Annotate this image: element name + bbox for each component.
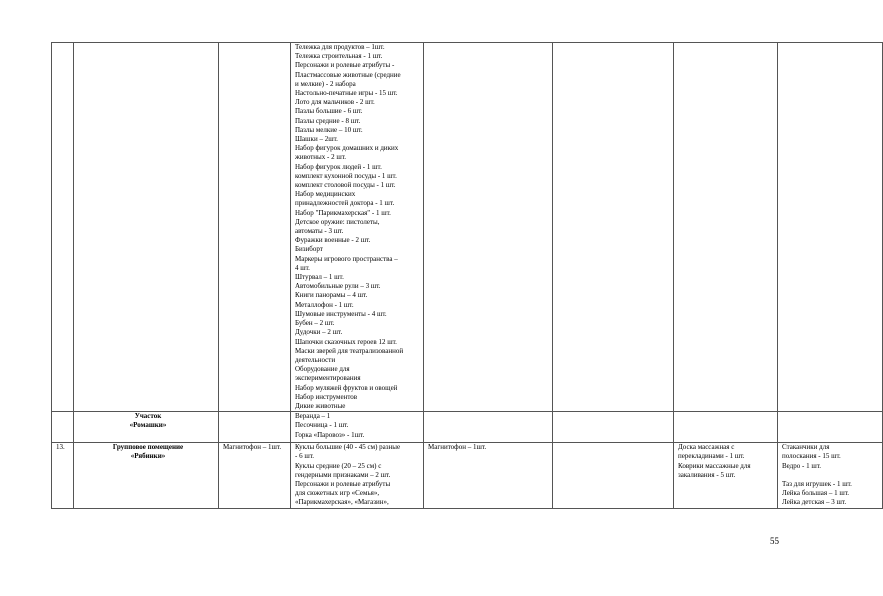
list-item: Набор медицинских <box>295 190 356 199</box>
page-number: 55 <box>770 536 779 546</box>
list-item: деятельности <box>295 355 336 364</box>
spacer <box>782 471 882 480</box>
cell-col3: Магнитофон – 1шт. <box>219 443 291 508</box>
list-item: Набор фигурок домашних и диких <box>295 144 399 153</box>
list-item: Персонажи и ролевые атрибуты <box>295 479 391 488</box>
list-item: животных - 2 шт. <box>295 153 347 162</box>
list-item: Пазлы большие - 6 шт. <box>295 107 363 116</box>
list-item: Пазлы средние - 8 шт. <box>295 116 361 125</box>
list-item: Набор муляжей фруктов и овощей <box>295 383 398 392</box>
list-item: принадлежностей доктора - 1 шт. <box>295 199 395 208</box>
location-title: Участок <box>134 412 162 421</box>
location-name: «Ромашки» <box>129 421 167 430</box>
list-item: Куклы большие (40 - 45 см) разные <box>295 443 401 452</box>
cell-col7 <box>674 412 778 443</box>
list-item: Дудочки – 2 шт. <box>295 328 343 337</box>
list-item: Лото для мальчиков - 2 шт. <box>295 98 375 107</box>
cell-number <box>52 43 74 412</box>
list-item: закаливания - 5 шт. <box>678 470 736 479</box>
list-item: Книги панорамы – 4 шт. <box>295 291 368 300</box>
list-item: Набор фигурок людей - 1 шт. <box>295 162 382 171</box>
list-item: Тележка строительная - 1 шт. <box>295 52 383 61</box>
list-item: Лейка большая – 1 шт. <box>782 488 849 497</box>
list-item: Детское оружие: пистолеты, <box>295 217 380 226</box>
table-row <box>52 443 883 508</box>
list-item: экспериментирования <box>295 374 361 383</box>
list-item: - 6 шт. <box>295 452 315 461</box>
list-item: 4 шт. <box>295 263 310 272</box>
list-item: Шумовые инструменты - 4 шт. <box>295 309 387 318</box>
cell-col5: Магнитофон – 1шт. <box>424 443 553 508</box>
list-item: Куклы средние (20 – 25 см) с <box>295 461 382 470</box>
list-item: для сюжетных игр «Семья», <box>295 489 380 498</box>
list-item: Персонажи и ролевые атрибуты - <box>295 61 395 70</box>
cell-items-list <box>291 443 424 508</box>
list-item: Металлофон - 1 шт. <box>295 300 354 309</box>
list-item: комплект столовой посуды - 1 шт. <box>295 181 396 190</box>
table-row <box>52 412 883 443</box>
cell-col5 <box>424 43 553 412</box>
list-item: Автомобильные рули – 3 шт. <box>295 282 381 291</box>
list-item: «Парикмахерская», «Магазин», <box>295 498 389 507</box>
cell-location <box>74 443 219 508</box>
cell-location <box>74 412 219 443</box>
list-item: комплект кухонной посуды - 1 шт. <box>295 171 397 180</box>
list-item: Коврики массажные для <box>678 461 751 470</box>
cell-col6 <box>553 443 674 508</box>
list-item: гендерными признаками – 2 шт. <box>295 470 391 479</box>
list-item: перекладинами - 1 шт. <box>678 452 745 461</box>
list-item: Дикие животные <box>295 401 346 410</box>
list-item: Оборудование для <box>295 365 350 374</box>
list-item: Маркеры игрового пространства – <box>295 254 398 263</box>
cell-col3 <box>219 412 291 443</box>
list-item: Пазлы мелкие – 10 шт. <box>295 125 363 134</box>
list-item: Пластмассовые животные (средние <box>295 70 401 79</box>
inventory-table <box>51 42 883 509</box>
cell-location <box>74 43 219 412</box>
list-item: Тележка для продуктов – 1шт. <box>295 43 385 51</box>
list-item: Стаканчики для <box>782 443 830 452</box>
cell-col8 <box>778 412 883 443</box>
cell-items-list <box>291 43 424 412</box>
list-item: Лейка детская – 3 шт. <box>782 498 847 507</box>
list-item: Шашки – 2шт. <box>295 135 338 144</box>
list-item: Таз для игрушек - 1 шт. <box>782 479 852 488</box>
list-item: Маски зверей для театрализованной <box>295 346 404 355</box>
cell-col7 <box>674 43 778 412</box>
cell-col8 <box>778 43 883 412</box>
location-title: Групповое помещение <box>112 443 184 452</box>
cell-col3 <box>219 43 291 412</box>
list-item: Штурвал – 1 шт. <box>295 273 344 282</box>
list-item: Доска массажная с <box>678 443 735 452</box>
list-item: Бизиборт <box>295 245 323 254</box>
list-item: Набор "Парикмахерская" - 1 шт. <box>295 208 391 217</box>
list-item: полоскания - 15 шт. <box>782 452 841 461</box>
cell-items-list <box>291 412 424 443</box>
list-item: Веранда – 1 <box>295 412 331 421</box>
list-item: Набор инструментов <box>295 392 358 401</box>
table-row <box>52 43 883 412</box>
list-item: Бубен – 2 шт. <box>295 319 335 328</box>
location-name: «Рябинки» <box>130 452 166 461</box>
list-item: Песочница - 1 шт. <box>295 421 349 430</box>
list-item: и мелкие) - 2 набора <box>295 79 356 88</box>
cell-col6 <box>553 43 674 412</box>
list-item: автоматы - 3 шт. <box>295 227 344 236</box>
cell-col7 <box>674 443 778 508</box>
cell-number: 13. <box>52 443 74 508</box>
cell-number <box>52 412 74 443</box>
cell-col6 <box>553 412 674 443</box>
list-item: Фуражки военные - 2 шт. <box>295 236 371 245</box>
list-item: Ведро - 1 шт. <box>782 461 821 470</box>
cell-col8 <box>778 443 883 508</box>
cell-col5 <box>424 412 553 443</box>
list-item: Настольно-печатные игры - 15 шт. <box>295 89 398 98</box>
list-item: Шапочки сказочных героев 12 шт. <box>295 337 397 346</box>
list-item: Горка «Паровоз» - 1шт. <box>295 430 365 439</box>
